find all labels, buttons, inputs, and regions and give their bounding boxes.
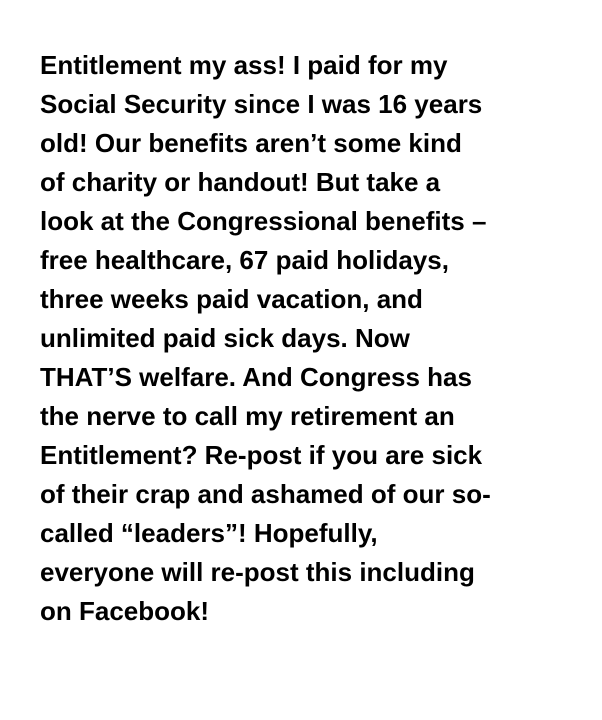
text-line-13: called “leaders”! Hopefully, bbox=[40, 518, 378, 548]
text-line-11: Entitlement? Re-post if you are sick bbox=[40, 440, 483, 470]
meme-text-block bbox=[40, 46, 580, 631]
text-line-6: free healthcare, 67 paid holidays, bbox=[40, 245, 449, 275]
text-line-14: everyone will re-post this including bbox=[40, 557, 475, 587]
text-line-15: on Facebook! bbox=[40, 596, 210, 626]
text-line-3: old! Our benefits aren’t some kind bbox=[40, 128, 462, 158]
text-line-12: of their crap and ashamed of our so- bbox=[40, 479, 491, 509]
text-line-4: of charity or handout! But take a bbox=[40, 167, 441, 197]
text-line-7: three weeks paid vacation, and bbox=[40, 284, 423, 314]
text-line-8: unlimited paid sick days. Now bbox=[40, 323, 410, 353]
text-line-10: the nerve to call my retirement an bbox=[40, 401, 455, 431]
text-line-5: look at the Congressional benefits – bbox=[40, 206, 487, 236]
text-line-2: Social Security since I was 16 years bbox=[40, 89, 483, 119]
text-line-9: THAT’S welfare. And Congress has bbox=[40, 362, 472, 392]
text-line-1: Entitlement my ass! I paid for my bbox=[40, 50, 448, 80]
